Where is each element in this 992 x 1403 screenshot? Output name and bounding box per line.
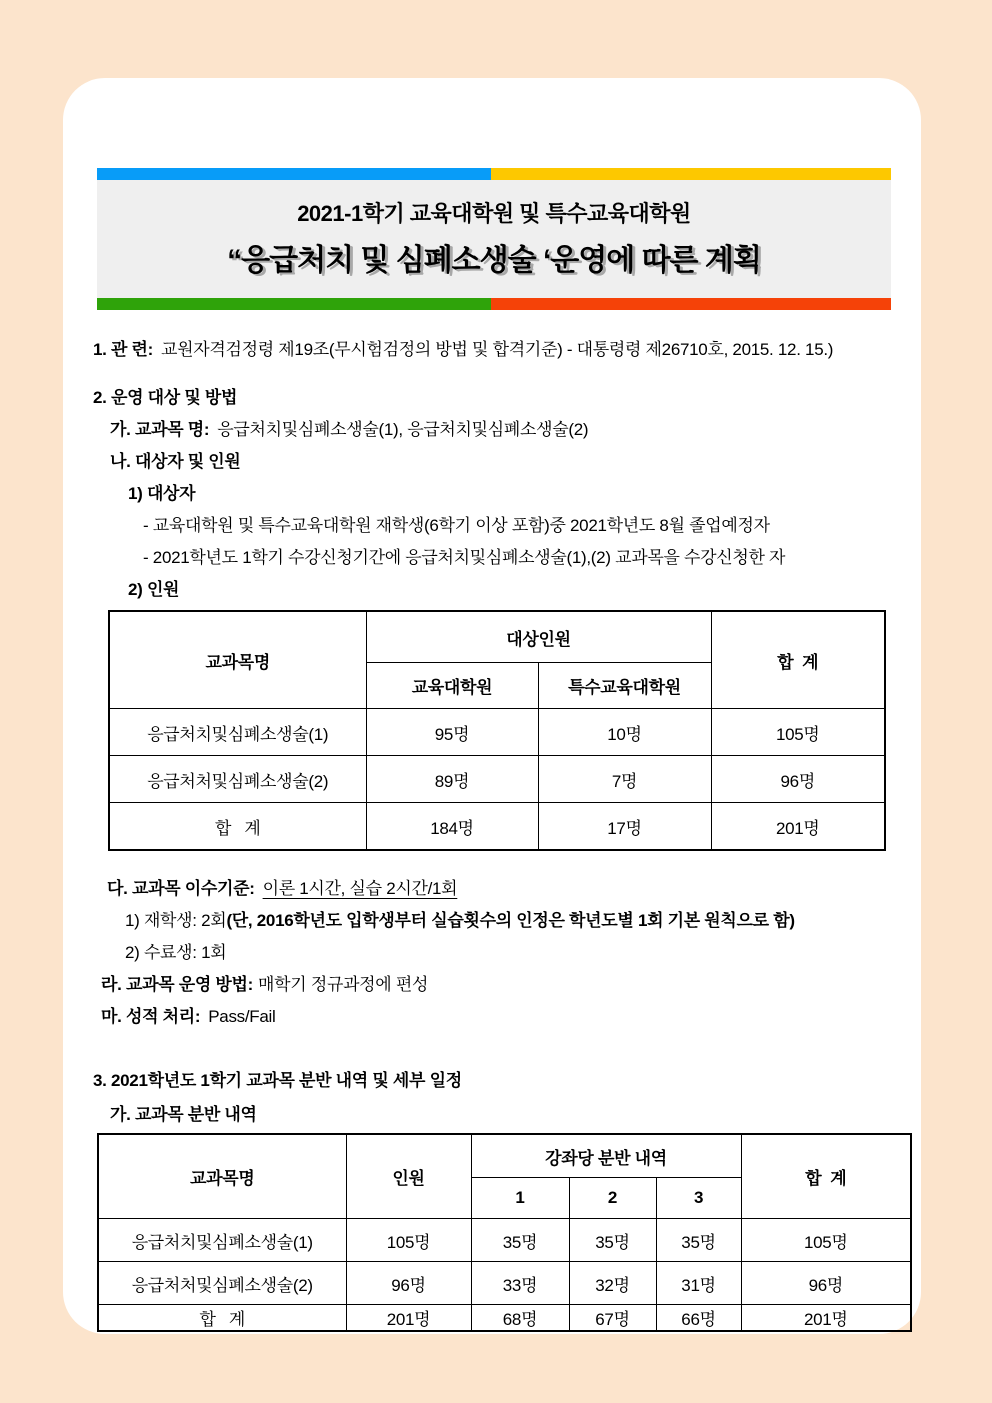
- section3-title: 3. 2021학년도 1학기 교과목 분반 내역 및 세부 일정: [93, 1071, 462, 1090]
- table-cell: 7명: [538, 756, 711, 803]
- table-cell: 201명: [711, 803, 885, 851]
- target-dash2: - 2021학년도 1학기 수강신청기간에 응급처치및심폐소생술(1),(2) 교과목을 수강신청한 자: [143, 548, 786, 567]
- criteria-item2: 2) 수료생: 1회: [125, 943, 227, 962]
- criteria-line: [107, 879, 893, 899]
- criteria-label: 다. 교과목 이수기준:: [107, 879, 255, 898]
- header-banner: [97, 168, 891, 310]
- target-sub1: 1) 대상자: [128, 484, 196, 503]
- enrollment-table-header-row1: [109, 611, 885, 663]
- document-card: [63, 78, 921, 1334]
- col-header-sections-group: 강좌당 분반 내역: [471, 1134, 741, 1178]
- method-label: 라. 교과목 운영 방법:: [101, 975, 254, 994]
- col-header-subject: 교과목명: [109, 611, 366, 709]
- table-cell: 32명: [569, 1262, 656, 1305]
- table-cell: 105명: [741, 1219, 911, 1262]
- table-cell: 184명: [366, 803, 538, 851]
- table-cell: 합 계: [109, 803, 366, 851]
- table-cell: 66명: [656, 1305, 741, 1332]
- table-cell: 96명: [741, 1262, 911, 1305]
- table-cell: 33명: [471, 1262, 569, 1305]
- criteria-item1-prefix: 1) 재학생: 2회: [125, 911, 227, 930]
- table-cell: 응급처처및심폐소생술(2): [109, 756, 366, 803]
- target-title: 나. 대상자 및 인원: [110, 452, 241, 471]
- table-cell: 95명: [366, 709, 538, 756]
- section3-subtitle: 가. 교과목 분반 내역: [110, 1105, 257, 1124]
- col-header-total: 합 계: [711, 611, 885, 709]
- table-cell: 201명: [346, 1305, 471, 1332]
- col-header-subject: 교과목명: [98, 1134, 346, 1219]
- grading-label: 마. 성적 처리:: [101, 1007, 201, 1026]
- table-cell: 67명: [569, 1305, 656, 1332]
- col-header-grad: 교육대학원: [366, 663, 538, 709]
- grading-line: [101, 1007, 893, 1027]
- table-row: [109, 709, 885, 756]
- banner-bottom-bar: [97, 298, 891, 310]
- table-cell: 201명: [741, 1305, 911, 1332]
- table-cell: 35명: [471, 1219, 569, 1262]
- table-cell: 10명: [538, 709, 711, 756]
- relation-label: 1. 관 련:: [93, 340, 154, 359]
- table-cell: 응급처치및심폐소생술(1): [109, 709, 366, 756]
- col-header-section1: 1: [471, 1178, 569, 1219]
- table-cell: 96명: [711, 756, 885, 803]
- section2-title: 2. 운영 대상 및 방법: [93, 388, 238, 407]
- course-name-value: 응급처치및심폐소생술(1), 응급처치및심폐소생술(2): [217, 420, 589, 439]
- table-cell: 35명: [656, 1219, 741, 1262]
- table-cell: 105명: [346, 1219, 471, 1262]
- criteria-value: 이론 1시간, 실습 2시간/1회: [262, 879, 458, 898]
- table-cell: 89명: [366, 756, 538, 803]
- table-cell: 105명: [711, 709, 885, 756]
- col-header-section3: 3: [656, 1178, 741, 1219]
- banner-title-line2: “응급처치 및 심폐소생술 ‘운영에 따른 계획: [227, 244, 761, 277]
- enrollment-table: [108, 610, 886, 851]
- table-row-total: [98, 1305, 911, 1332]
- col-header-special-grad: 특수교육대학원: [538, 663, 711, 709]
- target-dash1: - 교육대학원 및 특수교육대학원 재학생(6학기 이상 포함)중 2021학년도 8월 졸업예정자: [143, 516, 770, 535]
- sections-table: [97, 1133, 912, 1332]
- section1-relation-line: [93, 340, 893, 360]
- table-cell: 합 계: [98, 1305, 346, 1332]
- table-cell: 17명: [538, 803, 711, 851]
- document-content: [63, 340, 921, 1332]
- col-header-count: 인원: [346, 1134, 471, 1219]
- table-cell: 응급처처및심폐소생술(2): [98, 1262, 346, 1305]
- table-cell: 31명: [656, 1262, 741, 1305]
- sections-table-header-row1: [98, 1134, 911, 1178]
- table-cell: 68명: [471, 1305, 569, 1332]
- banner-title-line1: 2021-1학기 교육대학원 및 특수교육대학원: [297, 201, 691, 226]
- banner-body: [97, 180, 891, 298]
- table-cell: 응급처치및심폐소생술(1): [98, 1219, 346, 1262]
- banner-top-bar: [97, 168, 891, 180]
- criteria-item1-note: (단, 2016학년도 입학생부터 실습횟수의 인정은 학년도별 1회 기본 원칙으로 함): [226, 911, 795, 930]
- col-header-section2: 2: [569, 1178, 656, 1219]
- table-row-total: [109, 803, 885, 851]
- table-cell: 35명: [569, 1219, 656, 1262]
- course-name-line: [110, 420, 893, 440]
- course-name-label: 가. 교과목 명:: [110, 420, 210, 439]
- criteria-item1: [125, 911, 893, 931]
- table-row: [98, 1262, 911, 1305]
- table-row: [109, 756, 885, 803]
- grading-value: Pass/Fail: [208, 1007, 276, 1026]
- col-header-target-group: 대상인원: [366, 611, 711, 663]
- target-sub2: 2) 인원: [128, 580, 180, 599]
- col-header-total: 합 계: [741, 1134, 911, 1219]
- method-line: [101, 975, 893, 995]
- table-row: [98, 1219, 911, 1262]
- method-value: 매학기 정규과정에 편성: [258, 975, 429, 994]
- relation-text: 교원자격검정령 제19조(무시험검정의 방법 및 합격기준) - 대통령령 제26710호, 2015. 12. 15.): [161, 340, 834, 359]
- table-cell: 96명: [346, 1262, 471, 1305]
